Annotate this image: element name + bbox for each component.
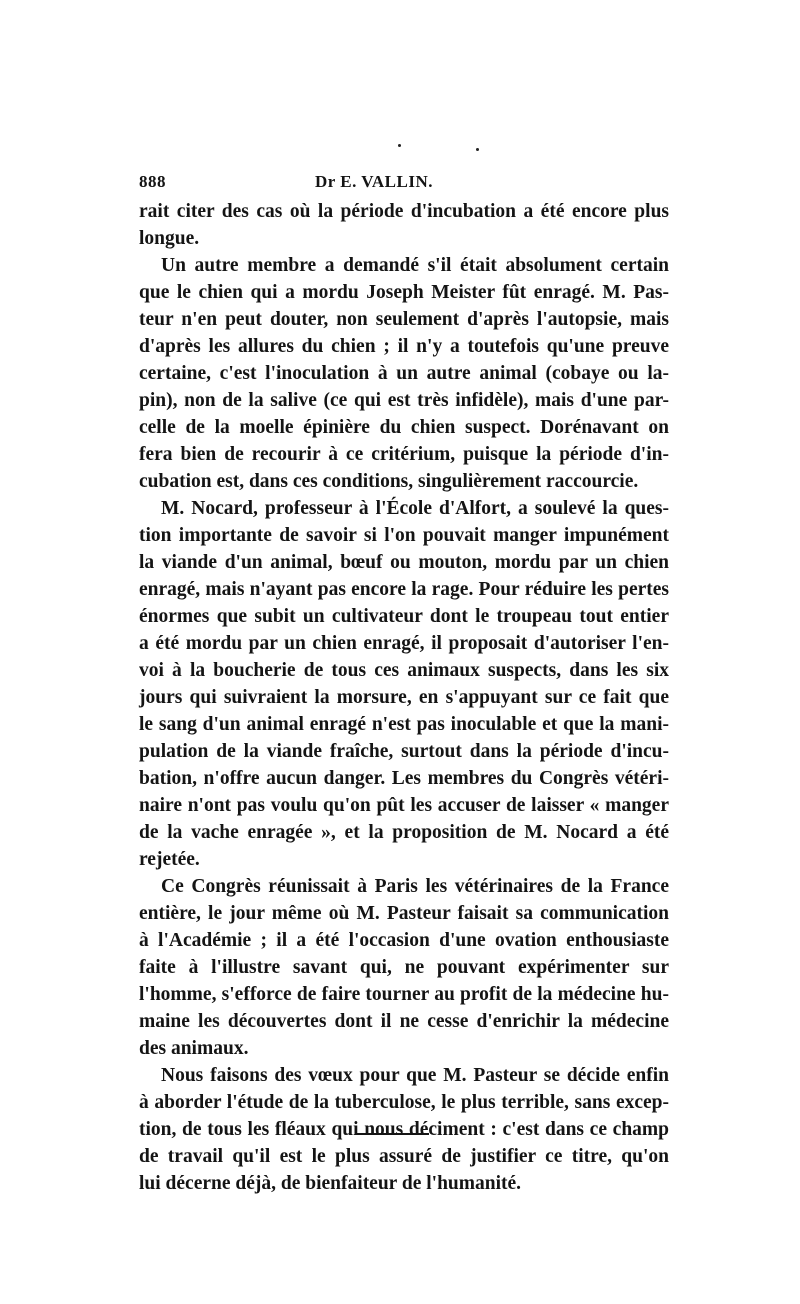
ink-speck [476, 148, 479, 151]
text-line: le sang d'un animal enragé n'est pas inoculable et que la mani- [139, 714, 669, 735]
text-line: certaine, c'est l'inoculation à un autre animal (cobaye ou la- [139, 363, 669, 384]
paragraph [139, 1062, 669, 1197]
paragraph [139, 873, 669, 1062]
text-line: que le chien qui a mordu Joseph Meister fût enragé. M. Pas- [139, 282, 669, 303]
paragraph [139, 198, 669, 252]
text-line: tion, de tous les fléaux qui nous déciment : c'est dans ce champ [139, 1119, 669, 1140]
text-line: à l'Académie ; il a été l'occasion d'une ovation enthousiaste [139, 930, 669, 951]
body-text [139, 198, 669, 1197]
text-line: celle de la moelle épinière du chien suspect. Dorénavant on [139, 417, 669, 438]
text-line: énormes que subit un cultivateur dont le troupeau tout entier [139, 606, 669, 627]
text-line: pin), non de la salive (ce qui est très infidèle), mais d'une par- [139, 390, 669, 411]
text-line: rejetée. [139, 849, 200, 870]
text-line: à aborder l'étude de la tuberculose, le plus terrible, sans excep- [139, 1092, 669, 1113]
text-line: Un autre membre a demandé s'il était absolument certain [161, 255, 669, 276]
text-line: teur n'en peut douter, non seulement d'après l'autopsie, mais [139, 309, 669, 330]
text-line: l'homme, s'efforce de faire tourner au profit de la médecine hu- [139, 984, 669, 1005]
text-line: des animaux. [139, 1038, 249, 1059]
text-line: cubation est, dans ces conditions, singulièrement raccourcie. [139, 471, 639, 492]
text-line: d'après les allures du chien ; il n'y a toutefois qu'une preuve [139, 336, 669, 357]
text-line: Nous faisons des vœux pour que M. Pasteur se décide enfin [161, 1065, 669, 1086]
text-line: tion importante de savoir si l'on pouvait manger impunément [139, 525, 669, 546]
text-line: pulation de la viande fraîche, surtout dans la période d'incu- [139, 741, 669, 762]
text-line: enragé, mais n'ayant pas encore la rage. Pour réduire les pertes [139, 579, 669, 600]
text-line: maine les découvertes dont il ne cesse d'enrichir la médecine [139, 1011, 669, 1032]
text-line: jours qui suivraient la morsure, en s'appuyant sur ce fait que [139, 687, 669, 708]
text-line: de travail qu'il est le plus assuré de justifier ce titre, qu'on [139, 1146, 669, 1167]
text-line: voi à la boucherie de tous ces animaux suspects, dans les six [139, 660, 669, 681]
text-line: M. Nocard, professeur à l'École d'Alfort, a soulevé la ques- [161, 498, 669, 519]
text-line: faite à l'illustre savant qui, ne pouvant expérimenter sur [139, 957, 669, 978]
paragraph [139, 495, 669, 873]
text-line: Ce Congrès réunissait à Paris les vétérinaires de la France [161, 876, 669, 897]
text-line: entière, le jour même où M. Pasteur faisait sa communication [139, 903, 669, 924]
paragraphs [139, 198, 669, 1197]
text-line: a été mordu par un chien enragé, il proposait d'autoriser l'en- [139, 633, 669, 654]
ink-speck [398, 144, 401, 147]
header-author: Dr E. VALLIN. [315, 172, 433, 191]
end-rule [357, 1133, 429, 1135]
paragraph [139, 252, 669, 495]
text-line: lui décerne déjà, de bienfaiteur de l'humanité. [139, 1173, 522, 1194]
running-header [139, 172, 669, 196]
page-number: 888 [139, 172, 166, 191]
text-line: naire n'ont pas voulu qu'on pût les accuser de laisser « manger [139, 795, 669, 816]
text-line: rait citer des cas où la période d'incubation a été encore plus [139, 201, 669, 222]
text-line: fera bien de recourir à ce critérium, puisque la période d'in- [139, 444, 669, 465]
text-line: de la vache enragée », et la proposition de M. Nocard a été [139, 822, 669, 843]
text-line: longue. [139, 228, 200, 249]
text-line: la viande d'un animal, bœuf ou mouton, mordu par un chien [139, 552, 669, 573]
text-line: bation, n'offre aucun danger. Les membres du Congrès vétéri- [139, 768, 669, 789]
